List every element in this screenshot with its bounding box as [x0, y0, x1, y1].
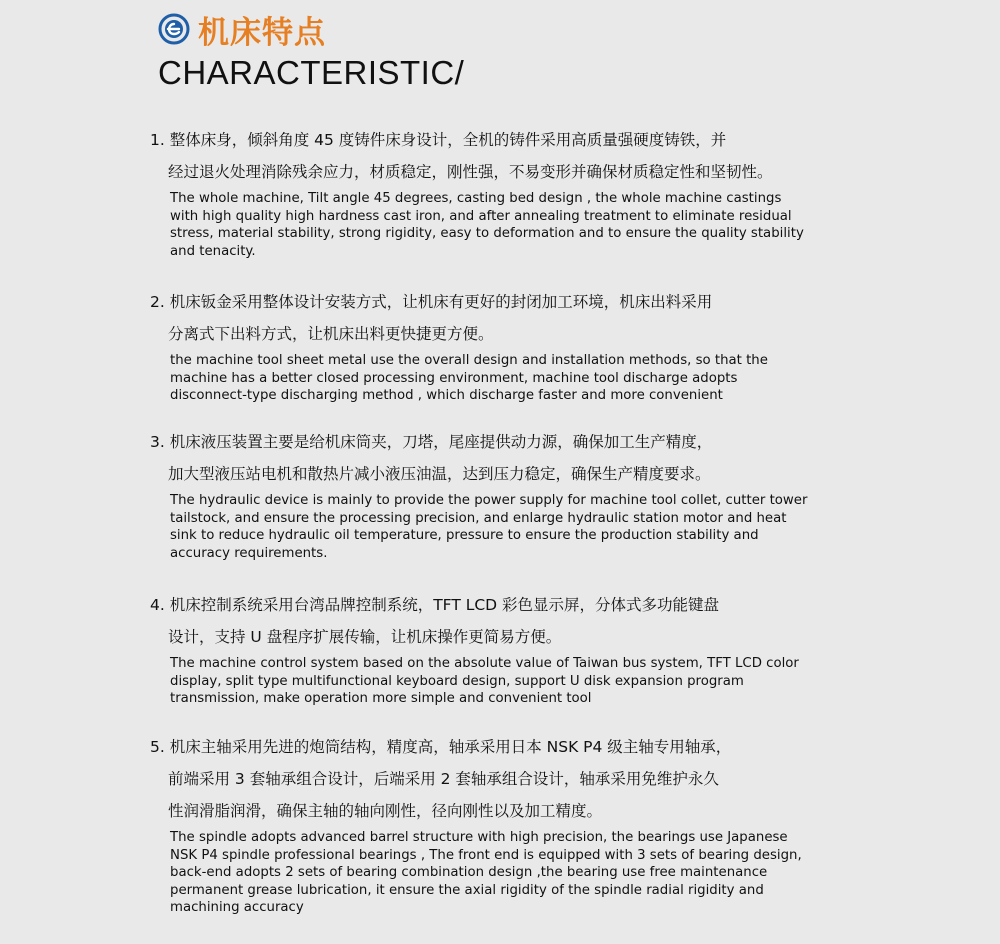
feature-item-1 [150, 124, 830, 260]
page-title-chinese: 机床特点 [198, 14, 326, 51]
feature-item-3 [150, 426, 830, 562]
feature-2-en-text: the machine tool sheet metal use the overall design and installation methods, so that the machine has a better closed processing environment, machine tool discharge adopts disconnect-type discharging method , which discharge faster and more convenient [170, 353, 768, 404]
title-row [158, 6, 464, 52]
feature-4-en-text: The machine control system based on the absolute value of Taiwan bus system, TFT LCD color display, split type multifunctional keyboard design, support U disk expansion program transmission, make operation more simple and convenient tool [170, 656, 799, 707]
feature-4-cn-line-1: 4. 机床控制系统采用台湾品牌控制系统，TFT LCD 彩色显示屏，分体式多功能键盘 [150, 596, 720, 614]
feature-1-en-text: The whole machine, Tilt angle 45 degrees, casting bed design , the whole machine castings with high quality high hardness cast iron, and after annealing treatment to eliminate residual stress, material stability, strong rigidity, easy to deformation and to ensure the quality stability and tenacity. [170, 191, 804, 259]
e-logo-icon [158, 13, 190, 45]
feature-5-cn-line-1: 5. 机床主轴采用先进的炮筒结构，精度高，轴承采用日本 NSK P4 级主轴专用轴承， [150, 738, 732, 756]
feature-4-cn-line-2: 设计，支持 U 盘程序扩展传输，让机床操作更简易方便。 [168, 628, 562, 646]
page-header [158, 6, 464, 92]
feature-2-cn-line-2: 分离式下出料方式，让机床出料更快捷更方便。 [168, 325, 494, 343]
feature-1-cn-line-2: 经过退火处理消除残余应力，材质稳定，刚性强，不易变形并确保材质稳定性和坚韧性。 [168, 163, 773, 181]
feature-1-cn-line-1: 1. 整体床身，倾斜角度 45 度铸件床身设计，全机的铸件采用高质量强硬度铸铁，并 [150, 131, 727, 149]
feature-5-cn-line-3: 性润滑脂润滑，确保主轴的轴向刚性，径向刚性以及加工精度。 [168, 802, 603, 820]
page-title-english: CHARACTERISTIC/ [158, 54, 465, 91]
feature-5-en-text: The spindle adopts advanced barrel structure with high precision, the bearings use Japanese NSK P4 spindle professional bearings , The front end is equipped with 3 sets of bearing design, back-end adopts 2 sets of bearing combination design ,the bearing use free maintenance permanent grease lubrication, it ensure the axial rigidity of the spindle radial rigidity and machining accuracy [170, 830, 802, 916]
feature-item-2 [150, 286, 830, 405]
feature-3-cn-line-2: 加大型液压站电机和散热片减小液压油温，达到压力稳定，确保生产精度要求。 [168, 465, 711, 483]
feature-3-cn-line-1: 3. 机床液压装置主要是给机床筒夹，刀塔，尾座提供动力源，确保加工生产精度， [150, 433, 713, 451]
feature-3-en-text: The hydraulic device is mainly to provide the power supply for machine tool collet, cutter tower tailstock, and ensure the processing precision, and enlarge hydraulic station motor and heat sink to reduce hydraulic oil temperature, pressure to ensure the production stability and accuracy requirements. [170, 493, 808, 561]
feature-item-4 [150, 589, 830, 708]
feature-5-cn-line-2: 前端采用 3 套轴承组合设计，后端采用 2 套轴承组合设计，轴承采用免维护永久 [168, 770, 719, 788]
feature-item-5 [150, 731, 830, 917]
feature-2-cn-line-1: 2. 机床钣金采用整体设计安装方式，让机床有更好的封闭加工环境，机床出料采用 [150, 293, 713, 311]
